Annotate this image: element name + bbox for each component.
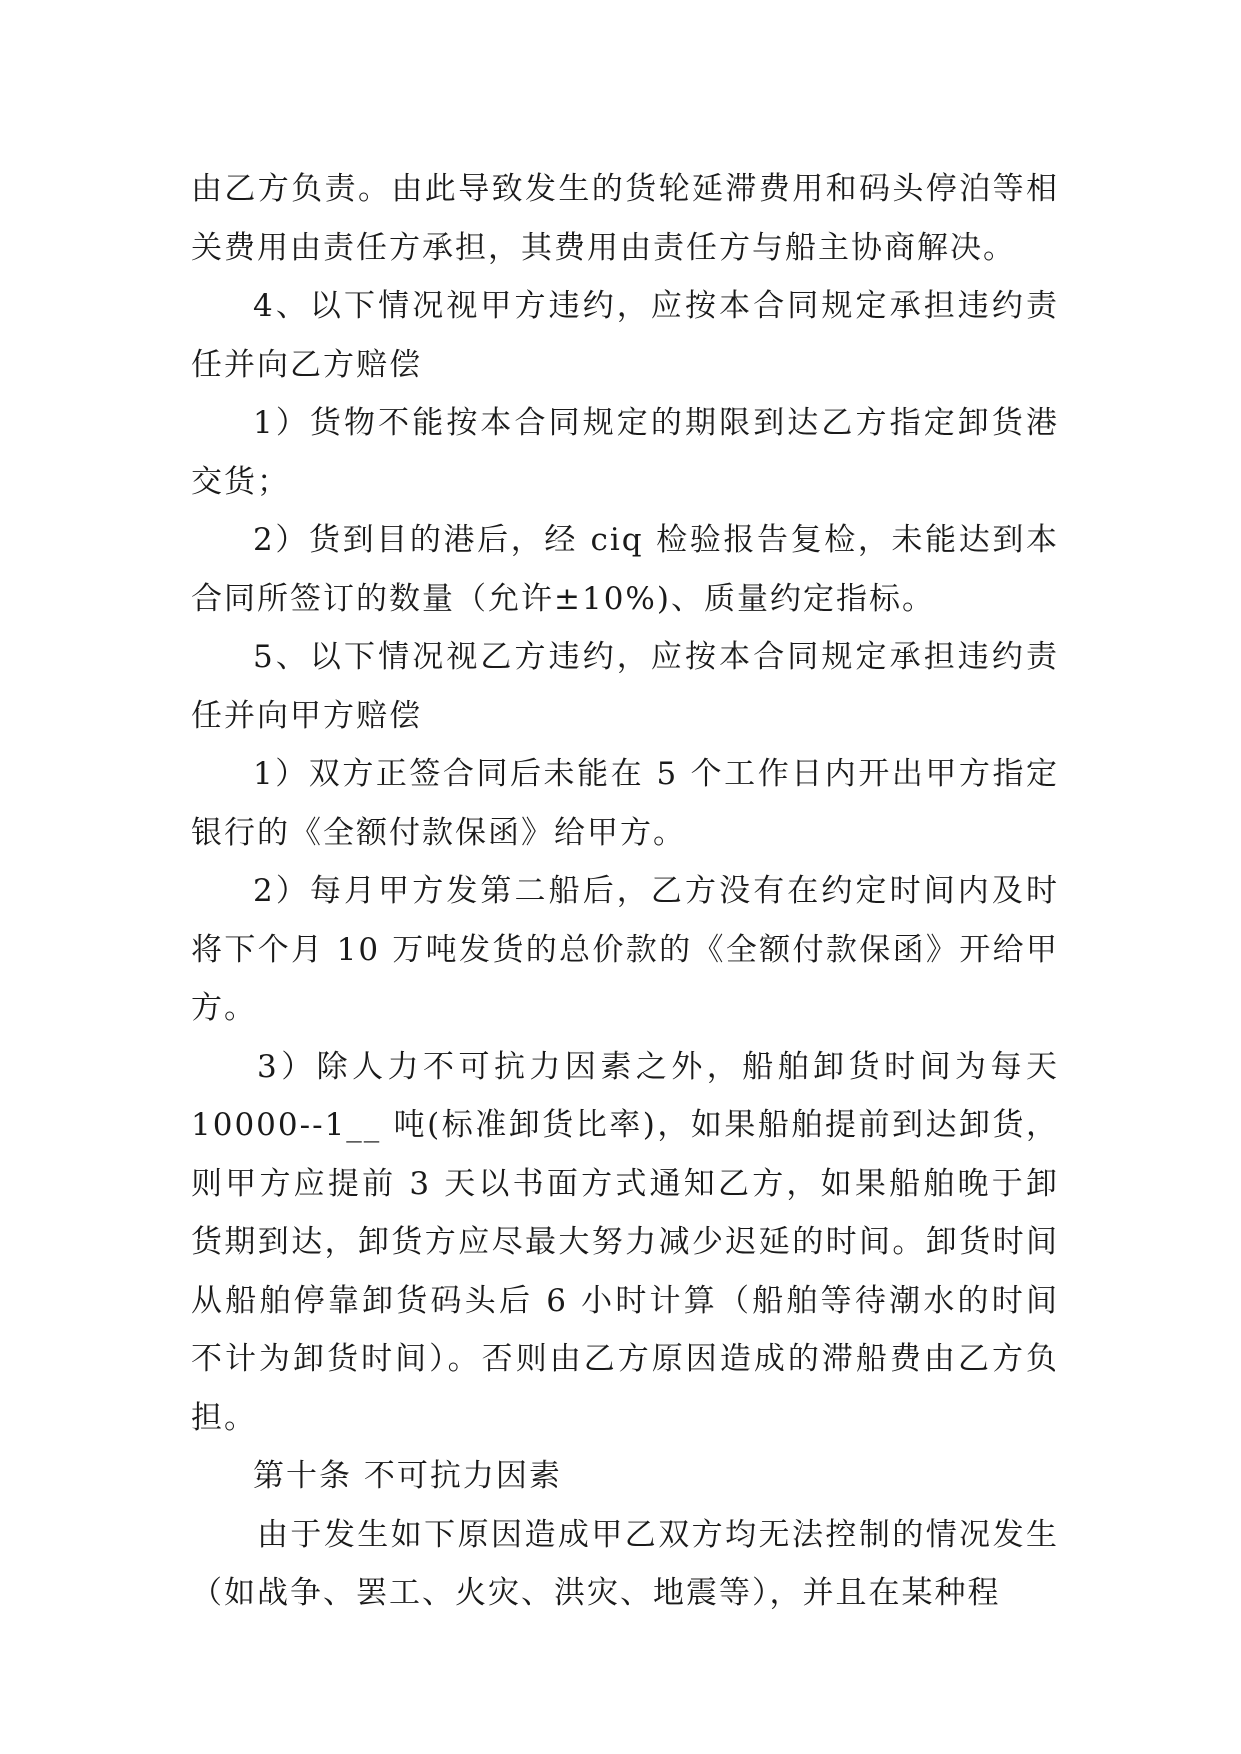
section-heading-article-10: 第十条 不可抗力因素 [253, 1458, 562, 1494]
paragraph-clause-5-item-3: 3）除人力不可抗力因素之外，船舶卸货时间为每天10000--1__ 吨(标准卸货比率)，如果船舶提前到达卸货，则甲方应提前 3 天以书面方式通知乙方，如果船舶晚于卸货期到达，卸货方应尽最大努力减少迟延的时间。卸货时间从船舶停靠卸货码头后 6 小时计算（船舶等待潮水的时间不计为卸货时间）。否则由乙方原因造成的滞船费由乙方负担。 [191, 1048, 1059, 1436]
paragraph-clause-4-item-2: 2）货到目的港后，经 ciq 检验报告复检，未能达到本合同所签订的数量（允许±10%)、质量约定指标。 [191, 522, 1059, 617]
document-body [191, 160, 1059, 1623]
paragraph-force-majeure: 由于发生如下原因造成甲乙双方均无法控制的情况发生（如战争、罢工、火灾、洪灾、地震等），并且在某种程 [191, 1516, 1059, 1611]
paragraph-clause-5: 5、以下情况视乙方违约，应按本合同规定承担违约责任并向甲方赔偿 [191, 639, 1059, 734]
paragraph-clause-5-item-1: 1）双方正签合同后未能在 5 个工作日内开出甲方指定银行的《全额付款保函》给甲方。 [191, 756, 1059, 851]
paragraph-clause-5-item-2: 2）每月甲方发第二船后，乙方没有在约定时间内及时将下个月 10 万吨发货的总价款的《全额付款保函》开给甲方。 [191, 873, 1059, 1026]
paragraph-clause-4-item-1: 1）货物不能按本合同规定的期限到达乙方指定卸货港交货； [191, 405, 1059, 500]
paragraph-continuation: 由乙方负责。由此导致发生的货轮延滞费用和码头停泊等相关费用由责任方承担，其费用由责任方与船主协商解决。 [191, 171, 1059, 266]
paragraph-clause-4: 4、以下情况视甲方违约，应按本合同规定承担违约责任并向乙方赔偿 [191, 288, 1059, 383]
